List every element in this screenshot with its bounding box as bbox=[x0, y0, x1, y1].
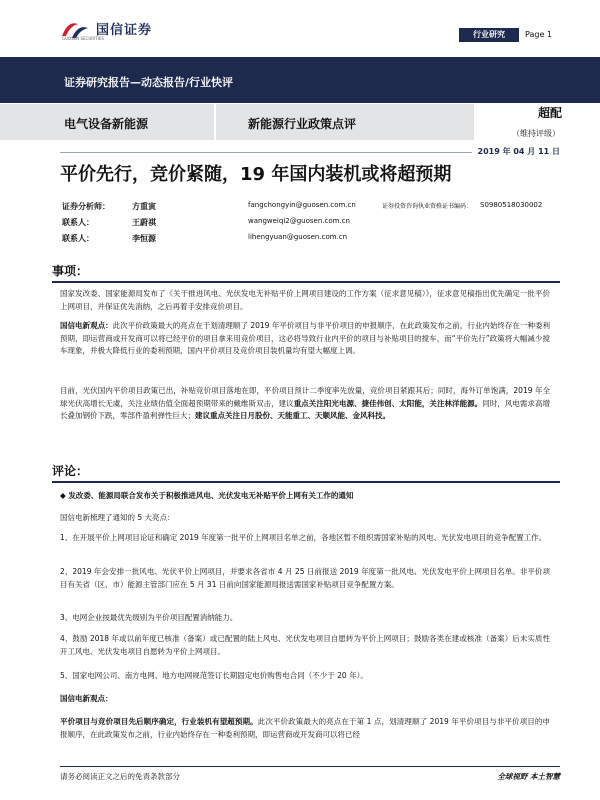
highlight-item-1: 1、在开展平价上网项目论证和确定 2019 年度第一批平价上网项目名单之前，各地区暂不组织需国家补贴的风电、光伏发电项目的竞争配置工作。 bbox=[60, 533, 547, 542]
analyst-name: 李恒源 bbox=[132, 234, 156, 243]
last-text: 此次平价政策最大的亮点在于第 1 点，划清理顺了 2019 年平价项目与非平价项目的申报顺序，在此政策发布之前，行业内始终存在一种委利预期，即运营商或开发商可以将已经 bbox=[60, 717, 550, 739]
analyst-name: 王蔚祺 bbox=[132, 218, 156, 227]
view-text: 此次平价政策最大的亮点在于划清理顺了 2019 年平价项目与非平价项目的申报顺序，在此政策发布之前，行业内始终存在一种委利预期，即运营商或开发商可以将已经平价的项目拿来用竞价项目，这必将导致行业内平价的项目与补贴项目的搅车，而“平价先行”政策将大幅减少搅车现象，并极大降低行业的委利预期，国内平价项目及竞价项目装机量均有望大幅度上调。 bbox=[60, 321, 551, 356]
rating: 超配 bbox=[537, 106, 562, 120]
comment-bullet bbox=[60, 490, 550, 503]
view-label-2: 国信电新观点： bbox=[60, 694, 113, 703]
footer-slogan: 全球视野 本土智慧 bbox=[497, 772, 560, 781]
report-date: 2019 年 04 月 11 日 bbox=[472, 146, 560, 157]
analyst-email[interactable]: lihengyuan@guosen.com.cn bbox=[248, 233, 348, 241]
comment-last-paragraph bbox=[60, 716, 550, 741]
analyst-row bbox=[60, 217, 580, 233]
event-paragraph-3 bbox=[60, 385, 550, 423]
page-number: Page 1 bbox=[525, 30, 552, 39]
bullet-text: 发改委、能源局联合发布关于积极推进风电、光伏发电无补贴平价上网有关工作的通知 bbox=[68, 491, 354, 500]
analyst-row bbox=[60, 233, 580, 249]
last-bold: 平价项目与竞价项目先后顺序确定，行业装机有望超预期。 bbox=[60, 717, 258, 726]
highlight-item-3: 3、电网企业按最优先级别为平价项目配置消纳能力。 bbox=[60, 613, 238, 622]
analyst-role: 证券分析师： bbox=[62, 202, 110, 211]
header-tags bbox=[459, 28, 600, 42]
analyst-role: 联系人： bbox=[62, 234, 94, 243]
event-paragraph-1: 国家发改委、国家能源局发布了《关于推进风电、光伏发电无补贴平价上网项目建设的工作方案（征求意见稿）》，征求意见稿指出优先确定一批平价上网项目，并保证优先消纳，之后再着手安排竞价项目。 bbox=[60, 289, 550, 311]
p3-text: 目前，光伏国内平价项目政策已出，补贴竞价项目落地在即，平价项目预计二季度率先放量，竞价项目紧跟其后；同时，海外订单饱满，2019 年全球光伏高增长无虞，关注业绩估值全面超预期带来的戴维斯双击，建议 bbox=[60, 386, 550, 408]
rating-note: （维持评级） bbox=[512, 129, 560, 138]
sector-label: 电气设备新能源 bbox=[64, 117, 149, 131]
p3-bold-1: 重点关注阳光电源、捷佳伟创、太阳能，关注林洋能源。 bbox=[293, 398, 483, 408]
date-bar bbox=[60, 146, 560, 157]
report-title: 新能源行业政策点评 bbox=[248, 117, 357, 131]
section-heading-event: 事项： bbox=[52, 264, 89, 278]
comment-intro: 国信电新梳理了通知的 5 大亮点： bbox=[60, 513, 175, 522]
analyst-email[interactable]: fangchongyin@guosen.com.cn bbox=[248, 201, 356, 209]
footer-divider bbox=[60, 766, 560, 767]
p3-tail: 同时，风电需求高增长叠加钢价下跌，零部件盈利弹性巨大； bbox=[60, 398, 551, 421]
analyst-list bbox=[60, 201, 580, 249]
view-label: 国信电新观点： bbox=[60, 321, 113, 330]
p3-bold-2: 建议重点关注日月股份、天能重工、天顺风能、金风科技。 bbox=[195, 411, 390, 421]
section-divider bbox=[52, 481, 560, 483]
sector-box bbox=[0, 104, 214, 140]
highlight-item-4: 4、鼓励 2018 年或以前年度已核准（备案）或已配置的陆上风电、光伏发电项目自愿转为平价上网项目；鼓励各类在建或核准（备案）后未实质性开工风电、光伏发电项目自愿转为平价上网项目。 bbox=[60, 634, 550, 656]
highlight-item-5: 5、国家电网公司、南方电网、地方电网规范签订长期固定电价购售电合同（不少于 20 年）。 bbox=[60, 671, 368, 680]
logo-text: 国信证券 bbox=[96, 22, 153, 38]
headline: 平价先行，竞价紧随，19 年国内装机或将超预期 bbox=[60, 164, 452, 185]
footer-disclaimer: 请务必阅读正文之后的免责条款部分 bbox=[60, 772, 180, 781]
section-heading-comment: 评论： bbox=[52, 464, 89, 478]
report-type-tag: 行业研究 bbox=[459, 28, 519, 42]
analyst-email[interactable]: wangweiqi2@guosen.com.cn bbox=[248, 217, 350, 225]
event-paragraph-2 bbox=[60, 320, 550, 358]
cert-number: S0980518030002 bbox=[480, 201, 543, 209]
analyst-role: 联系人： bbox=[62, 218, 94, 227]
report-banner bbox=[0, 57, 600, 103]
report-title-box bbox=[216, 104, 474, 140]
logo-subtext: GUOSEN SECURITIES bbox=[62, 36, 104, 41]
banner-text: 证券研究报告—动态报告/行业快评 bbox=[64, 76, 234, 89]
analyst-row bbox=[60, 201, 580, 217]
cert-label: 证券投资咨询执业资格证书编码： bbox=[382, 203, 473, 210]
section-divider bbox=[52, 281, 560, 283]
highlight-item-2: 2、2019 年会安排一批风电、光伏平价上网项目，并要求各省市 4 月 25 日前报送 2019 年度第一批风电、光伏发电平价上网项目名单。非平价项目有关省（区、市）能源主管部门应在 5 月 31 日前向国家能源局报送需国家补贴项目竞争配置方案。 bbox=[60, 567, 550, 589]
analyst-name: 方重寅 bbox=[132, 202, 156, 211]
bullet-icon: ◆ bbox=[60, 491, 69, 500]
